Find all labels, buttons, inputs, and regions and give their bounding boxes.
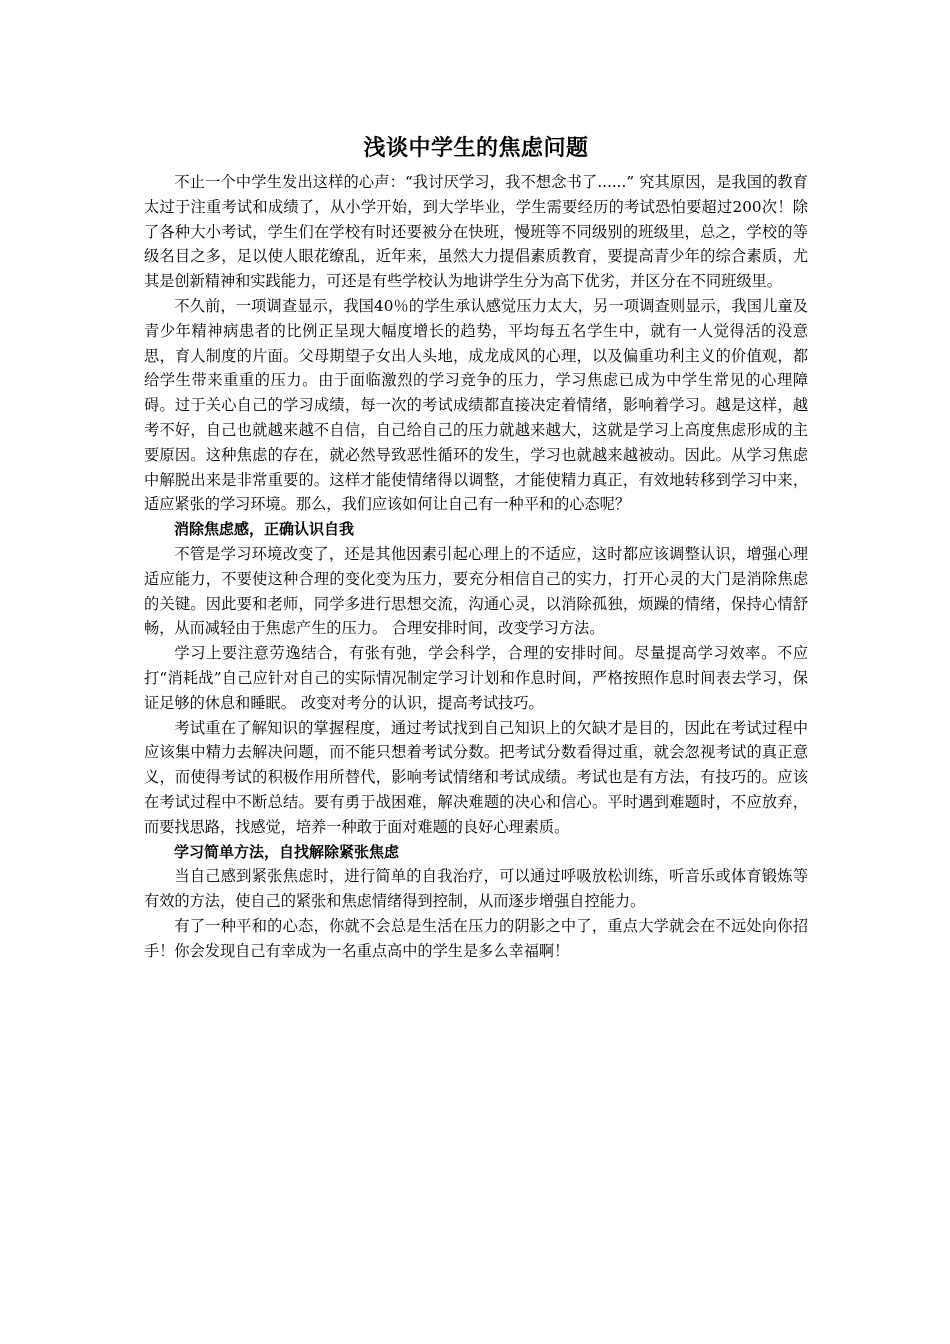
document-title: 浅谈中学生的焦虑问题 — [363, 136, 589, 161]
paragraph-study-time: 学习上要注意劳逸结合，有张有弛，学会科学，合理的安排时间。尽量提高学习效率。不应打“消耗战”自己应针对自己的实际情况制定学习计划和作息时间，严格按照作息时间表去学习，保证足够的休息和睡眠。 改变对考分的认识，提高考试技巧。 — [144, 644, 808, 712]
paragraph-exam-skills: 考试重在了解知识的掌握程度，通过考试找到自己知识上的欠缺才是目的，因此在考试过程中应该集中精力去解决问题，而不能只想着考试分数。把考试分数看得过重，就会忽视考试的真正意义，而使得考试的积极作用所替代，影响考试情绪和考试成绩。考试也是有方法，有技巧的。应该在考试过程中不断总结。要有勇于战困难，解决难题的决心和信心。平时遇到难题时，不应放弃，而要找思路，找感觉，培养一种敢于面对难题的良好心理素质。 — [144, 718, 808, 836]
paragraph-self-therapy: 当自己感到紧张焦虑时，进行简单的自我治疗，可以通过呼吸放松训练，听音乐或体育锻炼等有效的方法，使自己的紧张和焦虑情绪得到控制，从而逐步增强自控能力。 — [144, 867, 808, 911]
section-heading-simple-methods: 学习简单方法，自找解除紧张焦虑 — [174, 842, 400, 861]
section-heading-eliminate-anxiety: 消除焦虑感，正确认识自我 — [174, 520, 355, 539]
paragraph-adjust-cognition: 不管是学习环境改变了，还是其他因素引起心理上的不适应，这时都应该调整认识，增强心理适应能力，不要使这种合理的变化变为压力，要充分相信自己的实力，打开心灵的大门是消除焦虑的关键。因此要和老师，同学多进行思想交流，沟通心灵，以消除孤独，烦躁的情绪，保持心情舒畅，从而减轻由于焦虑产生的压力。 合理安排时间，改变学习方法。 — [144, 544, 808, 638]
paragraph-survey: 不久前，一项调查显示，我国40％的学生承认感觉压力太大，另一项调查则显示，我国儿童及青少年精神病患者的比例正呈现大幅度增长的趋势，平均每五名学生中，就有一人觉得活的没意思，育人制度的片面。父母期望子女出人头地，成龙成风的心理，以及偏重功利主义的价值观，都给学生带来重重的压力。由于面临激烈的学习竞争的压力，学习焦虑已成为中学生常见的心理障碍。过于关心自己的学习成绩，每一次的考试成绩都直接决定着情绪，影响着学习。越是这样，越考不好，自己也就越来越不自信，自己给自己的压力就越来越大，这就是学习上高度焦虑形成的主要原因。这种焦虑的存在，就必然导致恶性循环的发生，学习也就越来越被动。因此。从学习焦虑中解脱出来是非常重要的。这样才能使情绪得以调整，才能使精力真正，有效地转移到学习中来，适应紧张的学习环境。那么，我们应该如何让自己有一种平和的心态呢？ — [144, 296, 808, 514]
paragraph-intro: 不止一个中学生发出这样的心声：“我讨厌学习，我不想念书了......” 究其原因，是我国的教育太过于注重考试和成绩了，从小学开始，到大学毕业，学生需要经历的考试恐怕要超过200次！除了各种大小考试，学生们在学校有时还要被分在快班，慢班等不同级别的班级里，总之，学校的等级名目之多，足以使人眼花缭乱，近年来，虽然大力提倡素质教育，要提高青少年的综合素质，尤其是创新精神和实践能力，可还是有些学校认为地讲学生分为高下优劣，并区分在不同班级里。 — [144, 173, 808, 291]
document-page — [144, 132, 808, 964]
paragraph-conclusion: 有了一种平和的心态，你就不会总是生活在压力的阴影之中了，重点大学就会在不远处向你招手！你会发现自己有幸成为一名重点高中的学生是多么幸福啊！ — [144, 916, 808, 960]
